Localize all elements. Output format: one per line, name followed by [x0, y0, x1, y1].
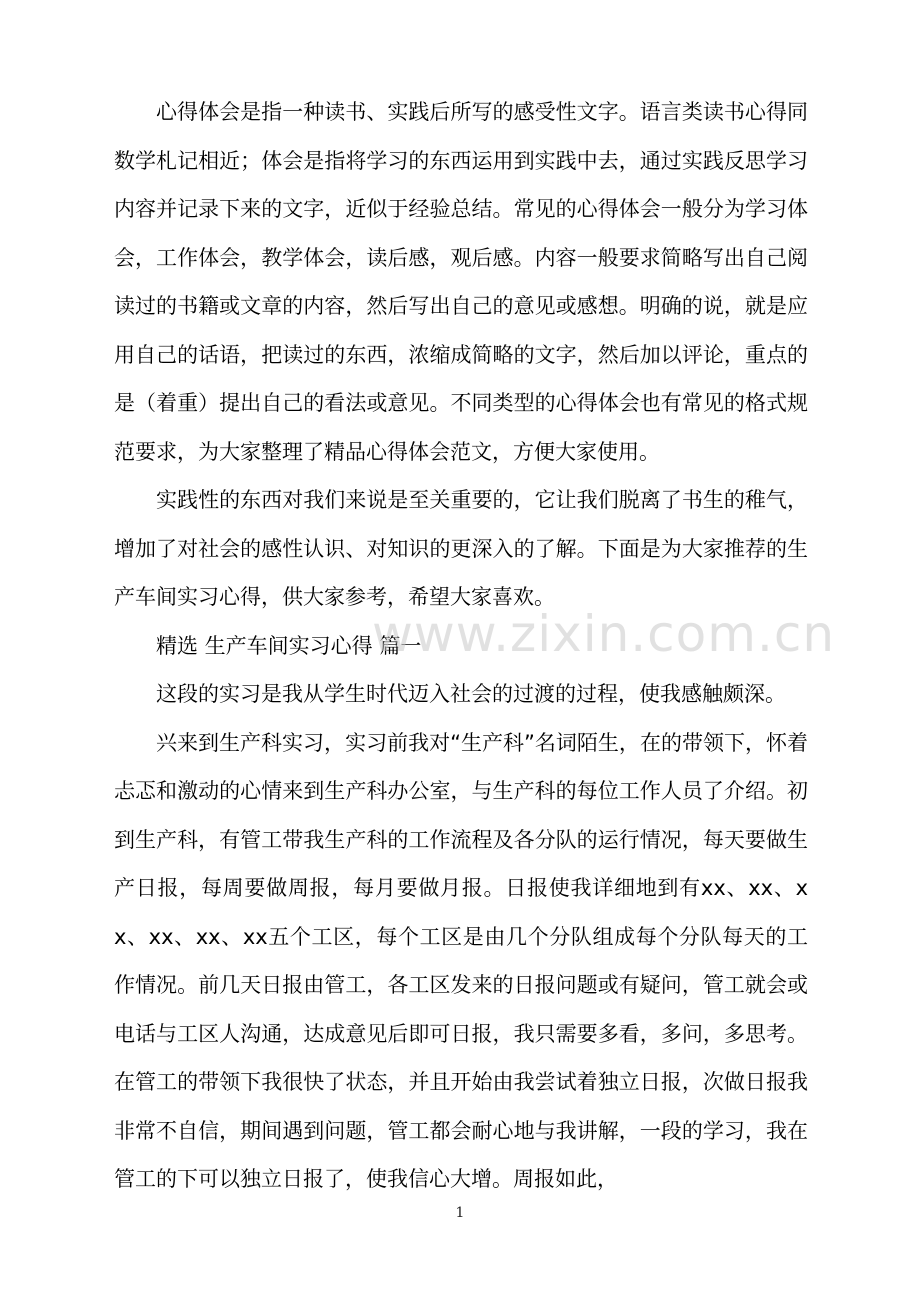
section-heading: 精选 生产车间实习心得 篇一 [156, 633, 422, 658]
page-number: 1 [455, 1205, 465, 1221]
paragraph-production-dept: 兴来到生产科实习，实习前我对“生产科”名词陌生，在的带领下，怀着忐忑和激动的心情来到生产科办公室，与生产科的每位工作人员了介绍。初到生产科，有管工带我生产科的工作流程及各分队的运行情况，每天要做生产日报，每周要做周报，每月要做月报。日报使我详细地到有xx、xx、xx、xx、xx、xx五个工区，每个工区是由几个分队组成每个分队每天的工作情况。前几天日报由管工，各工区发来的日报问题或有疑问，管工就会或电话与工区人沟通，达成意见后即可日报，我只需要多看，多问，多思考。在管工的带领下我很快了状态，并且开始由我尝试着独立日报，次做日报我非常不自信，期间遇到问题，管工都会耐心地与我讲解，一段的学习，我在管工的下可以独立日报了，使我信心大增。周报如此， [114, 730, 808, 1191]
paragraph-overview: 这段的实习是我从学生时代迈入社会的过渡的过程，使我感触颇深。 [156, 682, 786, 706]
watermark: www.zixin.com.cn [372, 605, 836, 663]
paragraph-practice: 实践性的东西对我们来说是至关重要的，它让我们脱离了书生的稚气，增加了对社会的感性认识、对知识的更深入的了解。下面是为大家推荐的生产车间实习心得，供大家参考，希望大家喜欢。 [114, 488, 808, 609]
document-body [114, 88, 808, 1204]
paragraph-intro: 心得体会是指一种读书、实践后所写的感受性文字。语言类读书心得同数学札记相近；体会是指将学习的东西运用到实践中去，通过实践反思学习内容并记录下来的文字，近似于经验总结。常见的心得体会一般分为学习体会，工作体会，教学体会，读后感，观后感。内容一般要求简略写出自己阅读过的书籍或文章的内容，然后写出自己的意见或感想。明确的说，就是应用自己的话语，把读过的东西，浓缩成简略的文字，然后加以评论，重点的是（着重）提出自己的看法或意见。不同类型的心得体会也有常见的格式规范要求，为大家整理了精品心得体会范文，方便大家使用。 [114, 100, 808, 464]
